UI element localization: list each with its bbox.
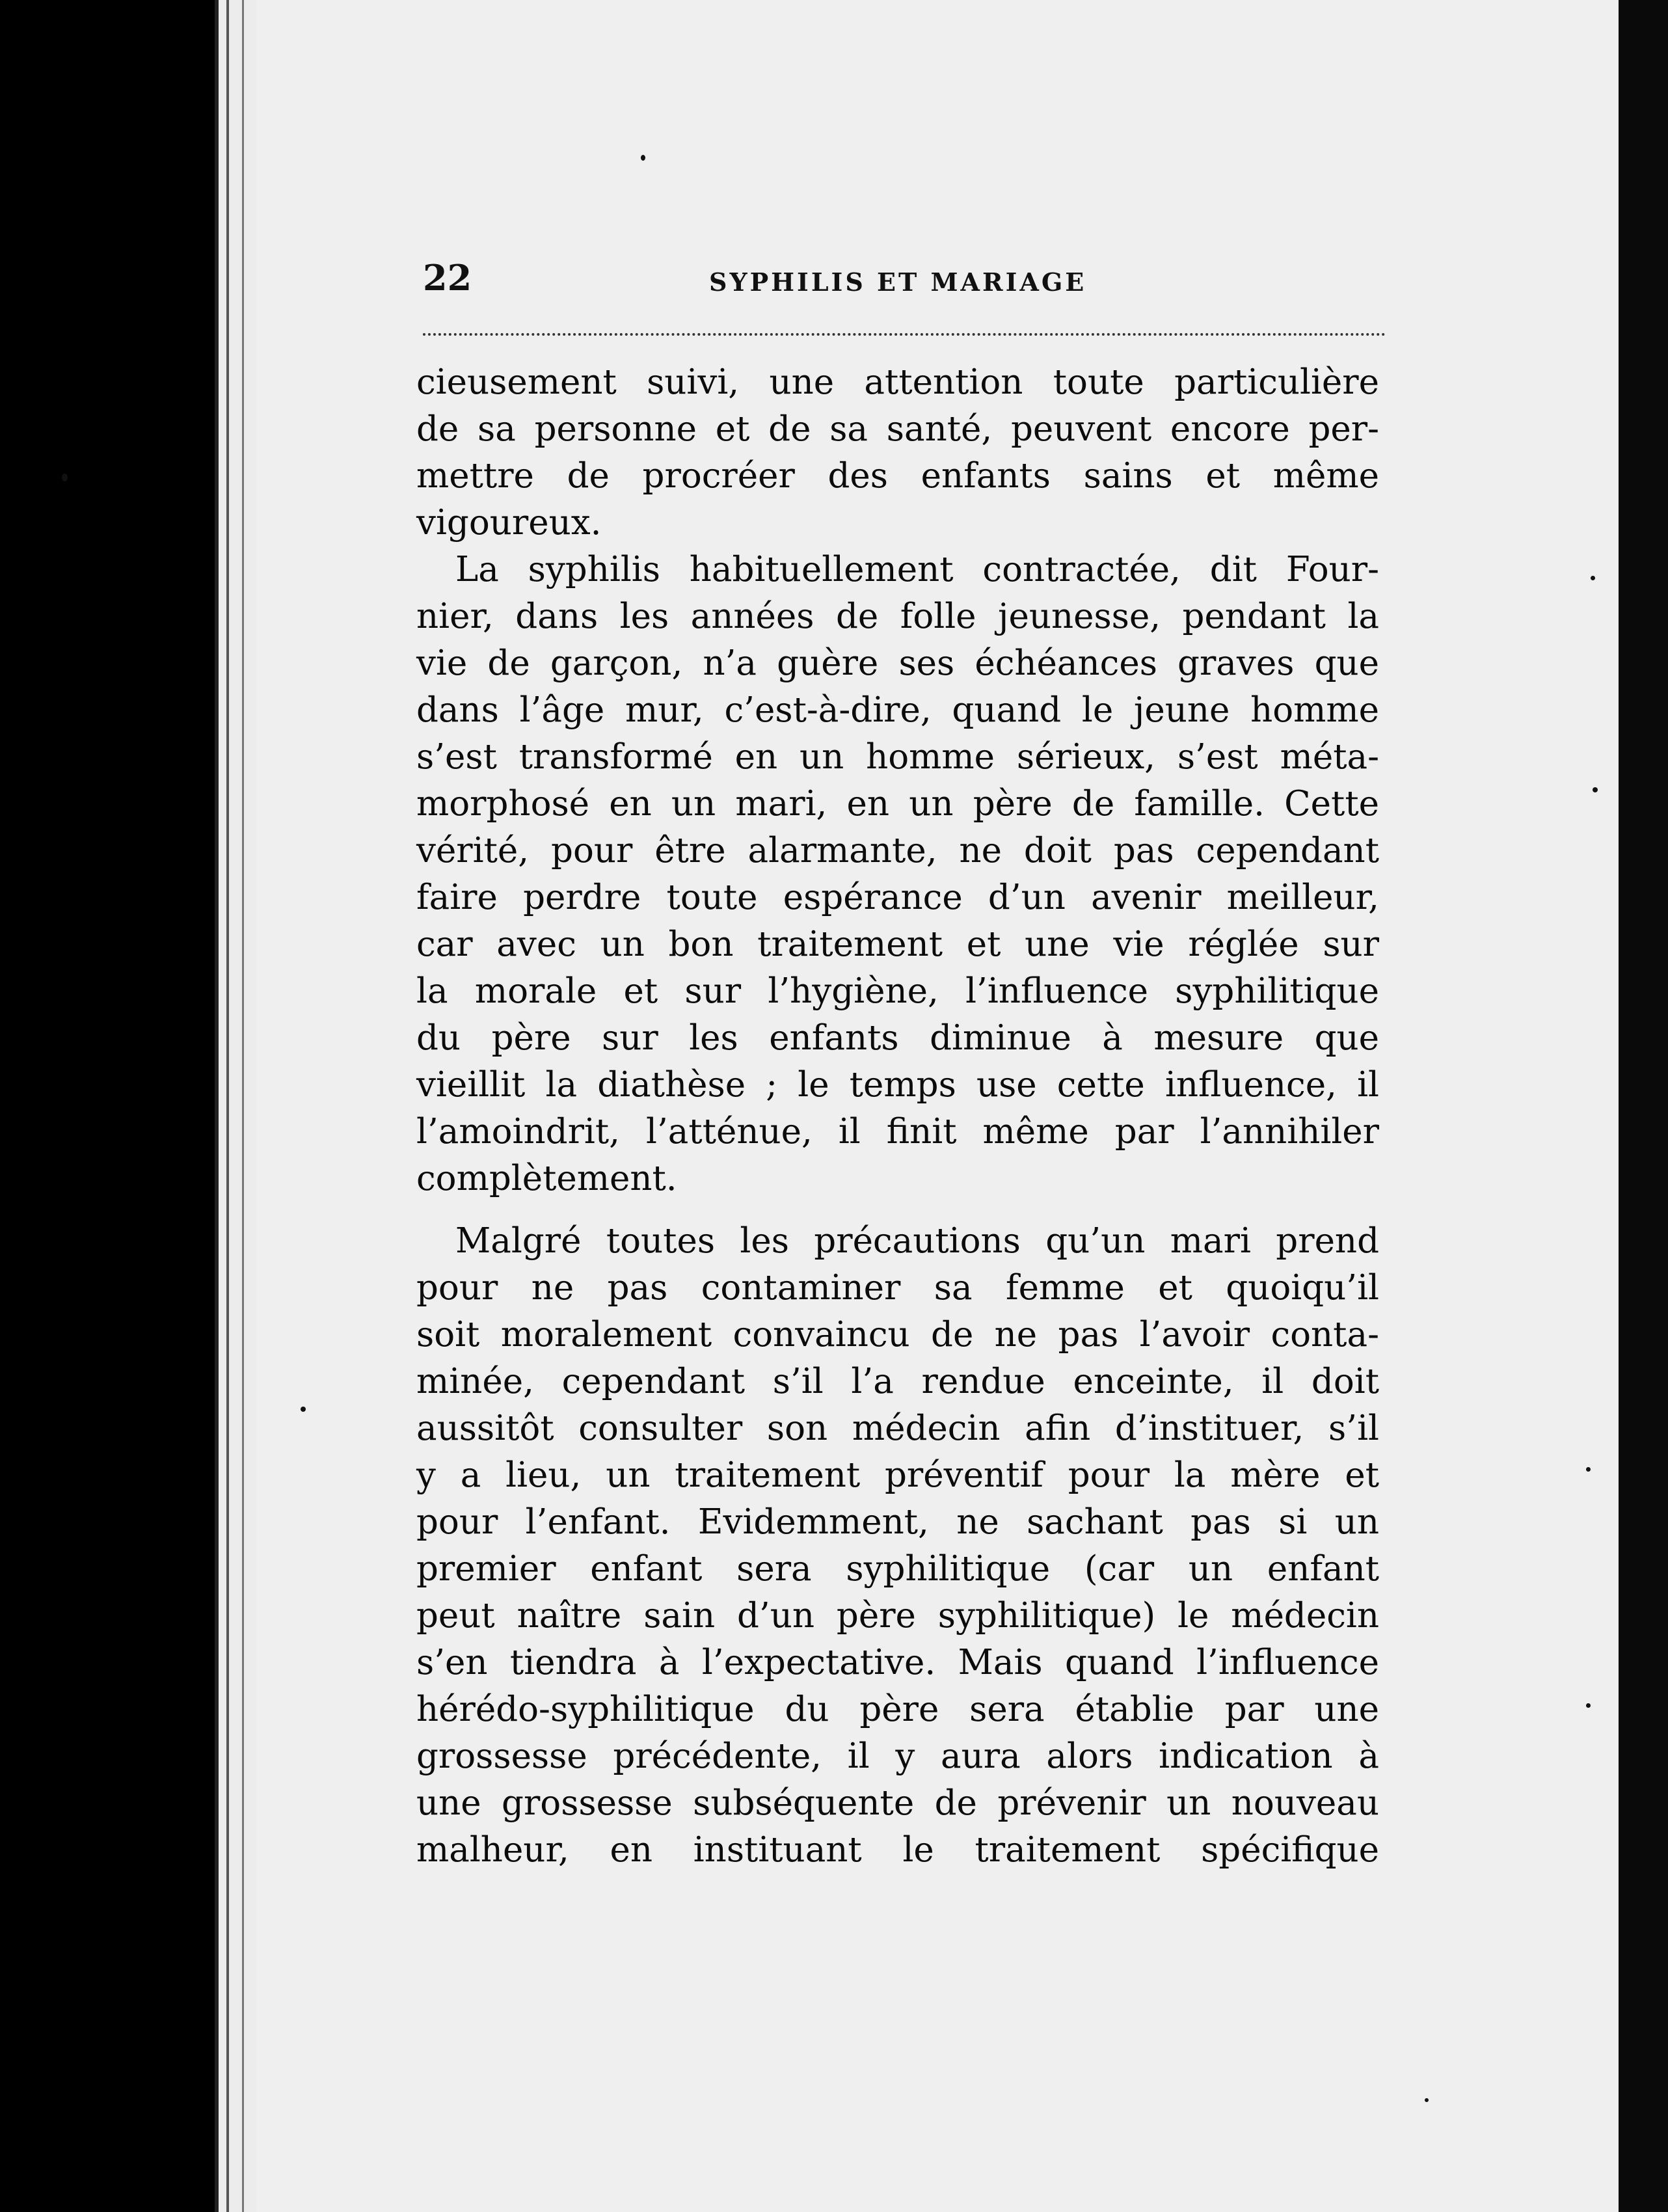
- text-line: la morale et sur l’hygiène, l’influence syphilitique: [416, 971, 1379, 1011]
- text-line: faire perdre toute espérance d’un avenir meilleur,: [416, 878, 1379, 917]
- text-line: vérité, pour être alarmante, ne doit pas cependant: [416, 831, 1379, 870]
- scan-speck: [1586, 1467, 1591, 1472]
- text-line: l’amoindrit, l’atténue, il finit même par l’annihiler: [416, 1112, 1379, 1152]
- text-line: pour ne pas contaminer sa femme et quoiqu’il: [416, 1268, 1379, 1308]
- text-line: cieusement suivi, une attention toute particulière: [416, 362, 1379, 402]
- scan-speck: [1586, 1703, 1591, 1708]
- running-title: SYPHILIS ET MARIAGE: [709, 267, 1087, 297]
- text-line: vieillit la diathèse ; le temps use cette influence, il: [416, 1065, 1379, 1105]
- text-line: vigoureux.: [416, 503, 602, 543]
- scan-speck: [1593, 787, 1598, 792]
- text-line: pour l’enfant. Evidemment, ne sachant pas si un: [416, 1502, 1379, 1542]
- text-line: une grossesse subséquente de prévenir un nouveau: [416, 1783, 1379, 1823]
- text-line: grossesse précédente, il y aura alors indication à: [416, 1736, 1379, 1776]
- scan-speck: [1591, 576, 1595, 580]
- text-line: Malgré toutes les précautions qu’un mari prend: [455, 1221, 1379, 1261]
- text-line: minée, cependant s’il l’a rendue enceinte, il doit: [416, 1362, 1379, 1401]
- text-line: s’en tiendra à l’expectative. Mais quand l’influence: [416, 1643, 1379, 1682]
- text-line: complètement.: [416, 1159, 677, 1198]
- text-line: hérédo-syphilitique du père sera établie par une: [416, 1690, 1379, 1729]
- header-rule: [423, 333, 1386, 336]
- text-line: La syphilis habituellement contractée, dit Four-: [455, 550, 1379, 589]
- book-edge-left: [215, 0, 219, 2212]
- text-line: premier enfant sera syphilitique (car un enfant: [416, 1549, 1379, 1589]
- text-line: soit moralement convaincu de ne pas l’avoir conta-: [416, 1315, 1379, 1355]
- paragraph-gap: [416, 1202, 1379, 1218]
- scan-speck: [301, 1407, 306, 1412]
- body-text: [416, 359, 1379, 1874]
- page-number: 22: [423, 257, 472, 299]
- scan-speck: [1425, 2098, 1429, 2102]
- scan-speck: [62, 474, 68, 481]
- text-line: aussitôt consulter son médecin afin d’instituer, s’il: [416, 1409, 1379, 1448]
- book-edge-left-fold: [242, 0, 244, 2212]
- text-line: morphosé en un mari, en un père de famille. Cette: [416, 784, 1379, 824]
- text-line: mettre de procréer des enfants sains et même: [416, 456, 1379, 496]
- scan-speck: [641, 155, 645, 161]
- book-edge-left-inner: [226, 0, 229, 2212]
- text-line: car avec un bon traitement et une vie réglée sur: [416, 924, 1379, 964]
- text-line: malheur, en instituant le traitement spécifique: [416, 1830, 1379, 1870]
- text-line: y a lieu, un traitement préventif pour la mère et: [416, 1455, 1379, 1495]
- text-line: du père sur les enfants diminue à mesure que: [416, 1018, 1379, 1058]
- text-line: de sa personne et de sa santé, peuvent encore per-: [416, 409, 1379, 449]
- text-line: vie de garçon, n’a guère ses échéances graves que: [416, 643, 1379, 683]
- book-edge-right: [1619, 0, 1668, 2212]
- text-line: s’est transformé en un homme sérieux, s’est méta-: [416, 737, 1379, 777]
- text-line: peut naître sain d’un père syphilitique) le médecin: [416, 1596, 1379, 1636]
- running-head: [423, 257, 1386, 303]
- text-line: nier, dans les années de folle jeunesse, pendant la: [416, 597, 1379, 636]
- text-line: dans l’âge mur, c’est-à-dire, quand le jeune homme: [416, 690, 1379, 730]
